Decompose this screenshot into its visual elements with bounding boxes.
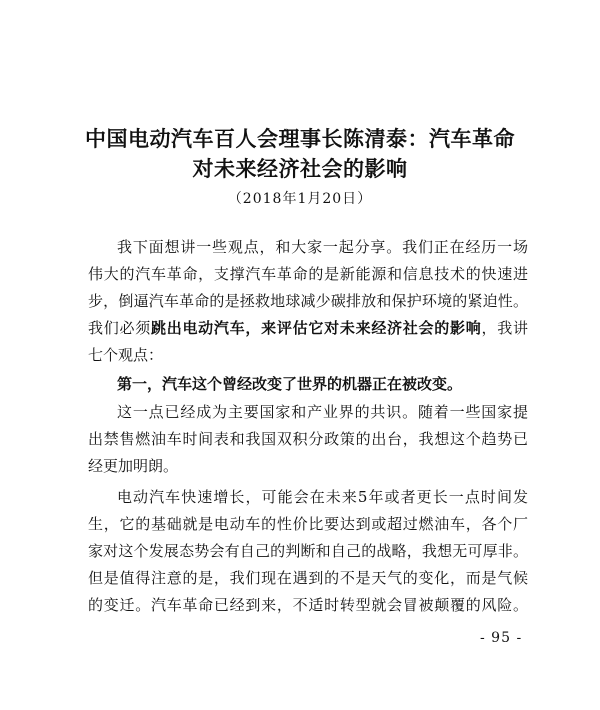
paragraph1-line4-start: 我们必须 <box>88 319 151 337</box>
paragraph3-line3: 家对这个发展态势会有自己的判断和自己的战略，我想无可厚非。 <box>88 542 528 560</box>
paragraph3-line5: 的变迁。汽车革命已经到来，不适时转型就会冒被颠覆的风险。 <box>88 596 528 614</box>
paragraph1-line1: 我下面想讲一些观点，和大家一起分享。我们正在经历一场 <box>117 238 528 256</box>
paragraph3-line4: 但是值得注意的是，我们现在遇到的不是天气的变化，而是气候 <box>88 569 528 587</box>
paragraph2-line3: 经更加明朗。 <box>88 457 179 475</box>
page-number: - 95 - <box>480 630 523 646</box>
date-line: （2018年1月20日） <box>227 191 373 207</box>
paragraph1-line4 <box>88 318 528 338</box>
title-line-1: 中国电动汽车百人会理事长陈清泰：汽车革命 <box>85 127 515 151</box>
paragraph3-line1: 电动汽车快速增长，可能会在未来5年或者更长一点时间发 <box>117 488 528 506</box>
paragraph1-line3: 步，倒逼汽车革命的是拯救地球减少碳排放和保护环境的紧迫性。 <box>88 292 528 310</box>
point1-heading: 第一，汽车这个曾经改变了世界的机器正在被改变。 <box>117 375 463 393</box>
paragraph2-line2: 出禁售燃油车时间表和我国双积分政策的出台，我想这个趋势已 <box>88 430 528 448</box>
paragraph1-line4-end: ，我讲 <box>481 319 528 337</box>
paragraph1-line2: 伟大的汽车革命，支撑汽车革命的是新能源和信息技术的快速进 <box>88 265 528 283</box>
paragraph3-line2: 生，它的基础就是电动车的性价比要达到或超过燃油车，各个厂 <box>88 515 528 533</box>
paragraph2-line1: 这一点已经成为主要国家和产业界的共识。随着一些国家提 <box>117 403 528 421</box>
title-line-2: 对未来经济社会的影响 <box>192 157 408 181</box>
paragraph1-emphasis: 跳出电动汽车，来评估它对未来经济社会的影响 <box>150 319 482 337</box>
paragraph1-line5: 七个观点： <box>88 346 164 364</box>
